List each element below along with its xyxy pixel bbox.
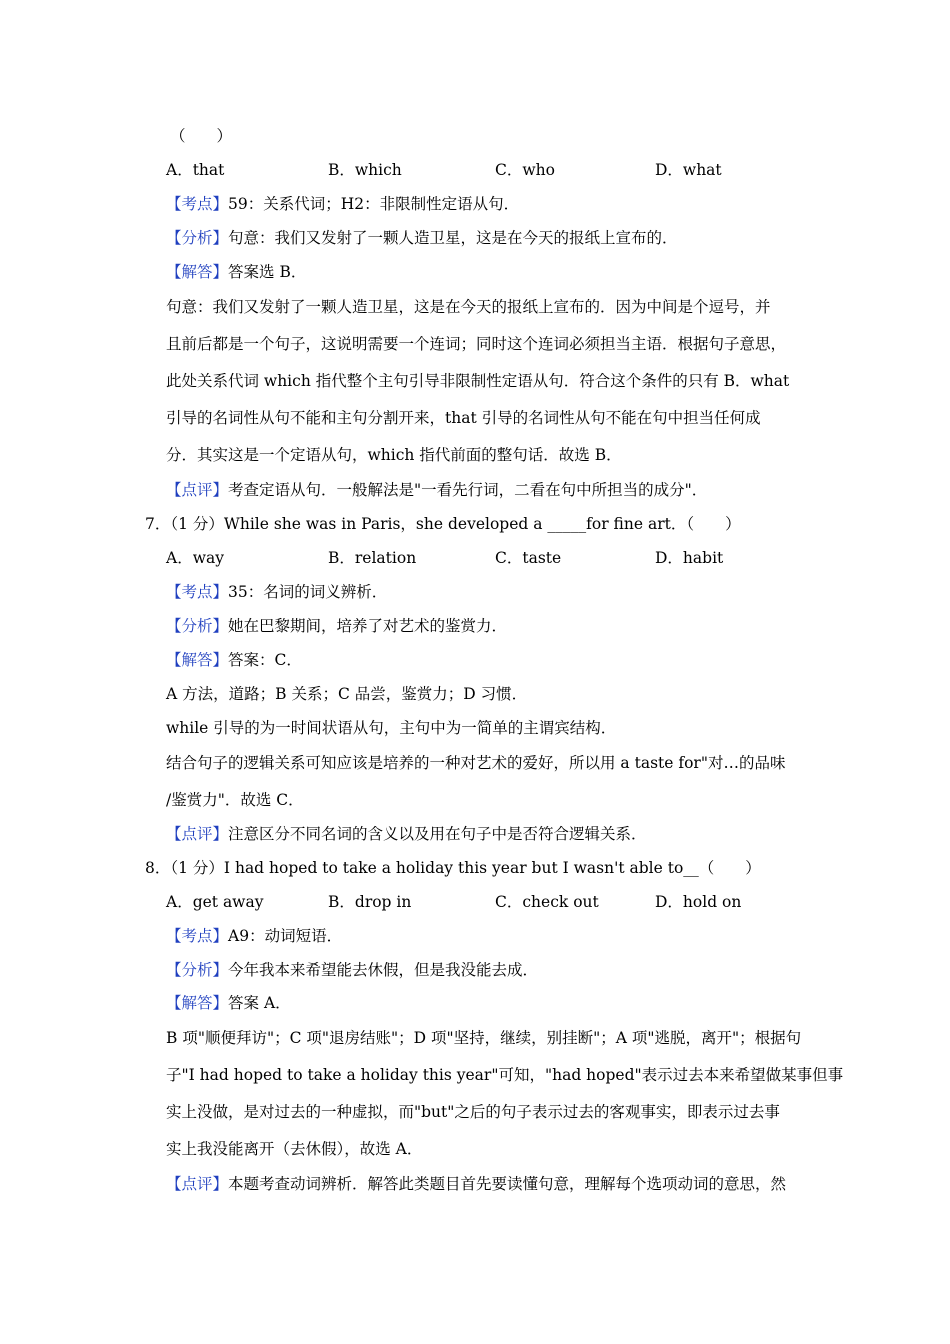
q8-fenxi — [166, 960, 538, 980]
q8-jieda — [166, 993, 291, 1013]
q8-explain-line: 实上没做，是对过去的一种虚拟，而"but"之后的句子表示过去的客观事实，即表示过去事 — [166, 1103, 780, 1121]
blank-paren: （ ） — [170, 127, 233, 145]
q8-stem — [145, 858, 761, 878]
q7-fenxi — [166, 616, 507, 636]
dianping-tag: 【点评】 — [166, 481, 229, 499]
q6-kaodian-text: 59：关系代词；H2：非限制性定语从句． — [228, 195, 520, 213]
q8-dianping — [166, 1174, 786, 1194]
q6-fenxi — [166, 228, 678, 248]
jieda-tag: 【解答】 — [166, 651, 229, 669]
q6-jieda — [166, 262, 306, 282]
q7-stem — [145, 514, 741, 534]
q8-option-b: B．drop in — [328, 893, 412, 911]
q6-option-d: D．what — [655, 161, 722, 179]
q6-explain-line: 且前后都是一个句子，这说明需要一个连词；同时这个连词必须担当主语．根据句子意思， — [166, 335, 787, 353]
q6-explain-line: 分．其实这是一个定语从句，which 指代前面的整句话．故选 B． — [166, 446, 622, 464]
q7-dianping-text: 注意区分不同名词的含义以及用在句子中是否符合逻辑关系． — [228, 825, 647, 843]
q8-option-c: C．check out — [495, 893, 599, 911]
fenxi-tag: 【分析】 — [166, 617, 229, 635]
dianping-tag: 【点评】 — [166, 825, 229, 843]
q6-dianping-text: 考查定语从句．一般解法是"一看先行词，二看在句中所担当的成分"． — [228, 481, 708, 499]
q6-dianping — [166, 480, 707, 500]
kaodian-tag: 【考点】 — [166, 195, 229, 213]
q8-explain-line: 子"I had hoped to take a holiday this year"可知，"had hoped"表示过去本来希望做某事但事 — [166, 1066, 844, 1084]
q7-explain-line: 结合句子的逻辑关系可知应该是培养的一种对艺术的爱好，所以用 a taste for"对…的品味 — [166, 754, 786, 772]
q8-explain-line: B 项"顺便拜访"；C 项"退房结账"；D 项"坚持，继续，别挂断"；A 项"逃脱，离开"；根据句 — [166, 1029, 802, 1047]
kaodian-tag: 【考点】 — [166, 583, 229, 601]
fenxi-tag: 【分析】 — [166, 229, 229, 247]
q6-option-a: A．that — [166, 161, 225, 179]
jieda-tag: 【解答】 — [166, 263, 229, 281]
q7-explain-line: /鉴赏力"．故选 C． — [166, 791, 304, 809]
q7-option-d: D．habit — [655, 549, 724, 567]
jieda-tag: 【解答】 — [166, 994, 229, 1012]
q7-explain-line: while 引导的为一时间状语从句，主句中为一简单的主谓宾结构． — [166, 719, 617, 737]
q8-kaodian-text: A9：动词短语． — [228, 927, 343, 945]
q8-kaodian — [166, 926, 342, 946]
q8-number: 8． — [145, 859, 171, 877]
q6-explain-line: 引导的名词性从句不能和主句分割开来，that 引导的名词性从句不能在句中担当任何成 — [166, 409, 761, 427]
q7-kaodian — [166, 582, 387, 602]
q7-dianping — [166, 824, 647, 844]
q8-option-a: A．get away — [166, 893, 264, 911]
kaodian-tag: 【考点】 — [166, 927, 229, 945]
q7-number: 7． — [145, 515, 171, 533]
fenxi-tag: 【分析】 — [166, 961, 229, 979]
q7-option-a: A．way — [166, 549, 224, 567]
q8-fenxi-text: 今年我本来希望能去休假，但是我没能去成． — [228, 961, 539, 979]
q7-jieda-text: 答案：C． — [228, 651, 302, 669]
q7-option-c: C．taste — [495, 549, 562, 567]
q6-option-c: C．who — [495, 161, 555, 179]
q7-stem-text: （1 分）While she was in Paris，she developed a _____for fine art．（ ） — [170, 515, 741, 533]
q8-dianping-text: 本题考查动词辨析．解答此类题目首先要读懂句意，理解每个选项动词的意思，然 — [228, 1175, 787, 1193]
q8-stem-text: （1 分）I had hoped to take a holiday this year but I wasn't able to__（ ） — [170, 859, 761, 877]
q6-explain-line: 句意：我们又发射了一颗人造卫星，这是在今天的报纸上宣布的．因为中间是个逗号，并 — [166, 298, 771, 316]
q6-option-b: B．which — [328, 161, 402, 179]
q7-fenxi-text: 她在巴黎期间，培养了对艺术的鉴赏力． — [228, 617, 508, 635]
q6-jieda-text: 答案选 B． — [228, 263, 307, 281]
q7-jieda — [166, 650, 302, 670]
q7-explain-line: A 方法，道路；B 关系；C 品尝，鉴赏力；D 习惯． — [166, 685, 528, 703]
q8-option-d: D．hold on — [655, 893, 742, 911]
q8-jieda-text: 答案 A． — [228, 994, 291, 1012]
q6-fenxi-text: 句意：我们又发射了一颗人造卫星，这是在今天的报纸上宣布的． — [228, 229, 678, 247]
q8-explain-line: 实上我没能离开（去休假），故选 A． — [166, 1140, 423, 1158]
q7-option-b: B．relation — [328, 549, 417, 567]
q6-kaodian — [166, 194, 519, 214]
dianping-tag: 【点评】 — [166, 1175, 229, 1193]
q6-explain-line: 此处关系代词 which 指代整个主句引导非限制性定语从句．符合这个条件的只有 B．what — [166, 372, 790, 390]
q7-kaodian-text: 35：名词的词义辨析． — [228, 583, 388, 601]
